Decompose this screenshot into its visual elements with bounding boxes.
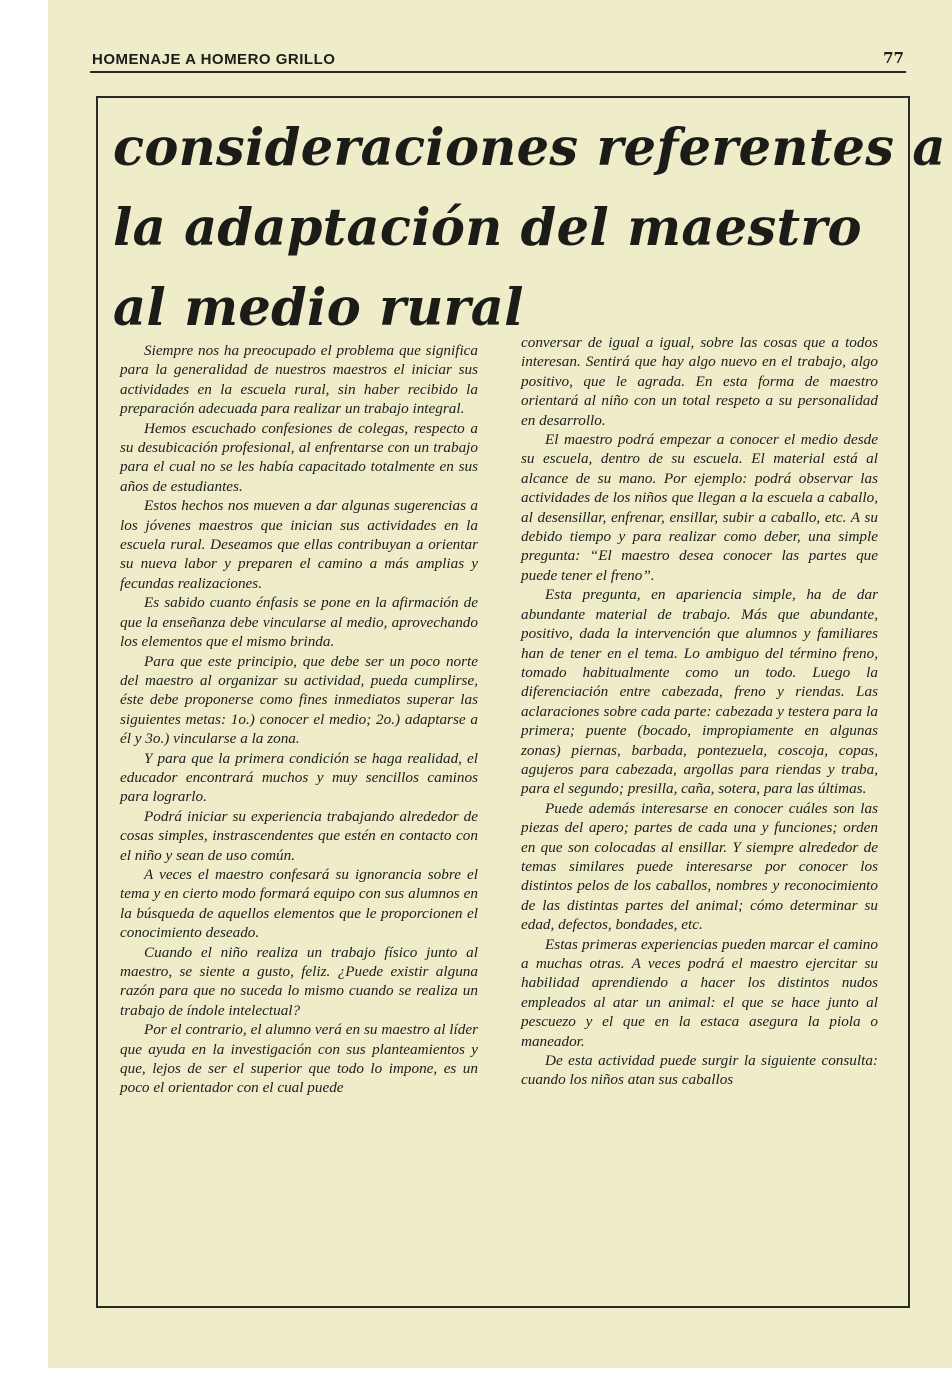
paragraph: Estas primeras experiencias pueden marcar el camino a muchas otras. A veces podrá el maestro ejercitar su habilidad aprendiendo a hacer los distintos nudos empleados al atar un animal: el que se hace junto al pescuezo y el que en la estaca asegura la piola o maneador. <box>521 935 878 1050</box>
paragraph: Por el contrario, el alumno verá en su maestro al líder que ayuda en la investigación con sus planteamientos y que, lejos de ser el superior que todo lo impone, es un poco el orientador con el cual puede <box>120 1021 478 1097</box>
paragraph: Estos hechos nos mueven a dar algunas sugerencias a los jóvenes maestros que inician sus actividades en la escuela rural. Deseamos que ellas contribuyan a orientar su nueva labor y preparen el camino a más amplias y fecundas realizaciones. <box>120 497 478 592</box>
paragraph: Y para que la primera condición se haga realidad, el educador encontrará muchos y muy sencillos caminos para lograrlo. <box>120 749 478 806</box>
paragraph-continued: conversar de igual a igual, sobre las cosas que a todos interesan. Sentirá que hay algo nuevo en el trabajo, algo positivo, que le agrada. En esta forma de maestro orientará al niño con un total respeto a su personalidad en desarrollo. <box>521 334 878 429</box>
title-line: la adaptación del maestro <box>113 198 862 258</box>
paragraph: Cuando el niño realiza un trabajo físico junto al maestro, se siente a gusto, feliz. ¿Puede existir alguna razón para que no suceda lo mismo cuando se realiza un trabajo de índole intelectual? <box>120 943 478 1019</box>
paragraph: Es sabido cuanto énfasis se pone en la afirmación de que la enseñanza debe vincularse al medio, aprovechando los elementos que el mismo brinda. <box>120 594 478 651</box>
right-column <box>521 333 878 1090</box>
paragraph: Podrá iniciar su experiencia trabajando alrededor de cosas simples, instrascendentes que estén en contacto con el niño y sean de uso común. <box>120 807 478 864</box>
left-column <box>120 341 478 1098</box>
header-rule <box>90 71 906 73</box>
running-header-title: HOMENAJE A HOMERO GRILLO <box>92 51 336 68</box>
paragraph: Siempre nos ha preocupado el problema que significa para la generalidad de nuestros maestros el iniciar sus actividades en la escuela rural, sin haber recibido la preparación adecuada para realizar un trabajo integral. <box>120 342 478 418</box>
paragraph: Puede además interesarse en conocer cuáles son las piezas del apero; partes de cada una y funciones; orden en que son colocadas al ensillar. Y siempre alrededor de temas similares puede interesarse por conocer los distintos pelos de los caballos, nombres y reconocimiento de las distintas partes del animal; cómo determinar su edad, defectos, bondades, etc. <box>521 799 878 934</box>
paragraph: De esta actividad puede surgir la siguiente consulta: cuando los niños atan sus caballos <box>521 1052 878 1089</box>
paragraph: Para que este principio, que debe ser un poco norte del maestro al organizar su actividad, pueda cumplirse, éste debe proponerse como fines inmediatos superar las siguientes metas: 1o.) conocer el medio; 2o.) adaptarse a él y 3o.) vincularse a la zona. <box>120 652 478 748</box>
paragraph: El maestro podrá empezar a conocer el medio desde su escuela, dentro de su escuela. El material está al alcance de su mano. Por ejemplo: podrá observar las actividades de los niños que llegan a la escuela a caballo, al desensillar, enfrenar, ensillar, subir a caballo, etc. A su debido tiempo y para realizar como deber, una simple pregunta: “El maestro desea conocer las partes que puede tener el freno”. <box>521 431 878 584</box>
article-title <box>113 108 946 348</box>
title-line: al medio rural <box>113 278 524 338</box>
title-line: consideraciones referentes a <box>113 118 946 178</box>
paragraph: Hemos escuchado confesiones de colegas, respecto a su desubicación profesional, al enfrentarse con un trabajo para el cual no se les había capacitado totalmente en sus años de estudiantes. <box>120 419 478 495</box>
paragraph: Esta pregunta, en apariencia simple, ha de dar abundante material de trabajo. Más que abundante, positivo, dada la intervención que alumnos y familiares han de tener en el tema. Lo ambiguo del término freno, tomado habitualmente como un todo. Luego la diferenciación entre cabezada, freno y riendas. Las aclaraciones sobre cada parte: cabezada y testera para la primera; puente (bocado, impropiamente en algunas zonas) piernas, barbada, pontezuela, coscoja, copas, agujeros para cabezada, argollas para riendas y traba, para el segundo; presilla, caña, sotera, para las últimas. <box>521 586 878 798</box>
paragraph: A veces el maestro confesará su ignorancia sobre el tema y en cierto modo formará equipo con sus alumnos en la búsqueda de aquellos elementos que le proporcionen el conocimiento deseado. <box>120 865 478 942</box>
page-number: 77 <box>883 49 904 67</box>
